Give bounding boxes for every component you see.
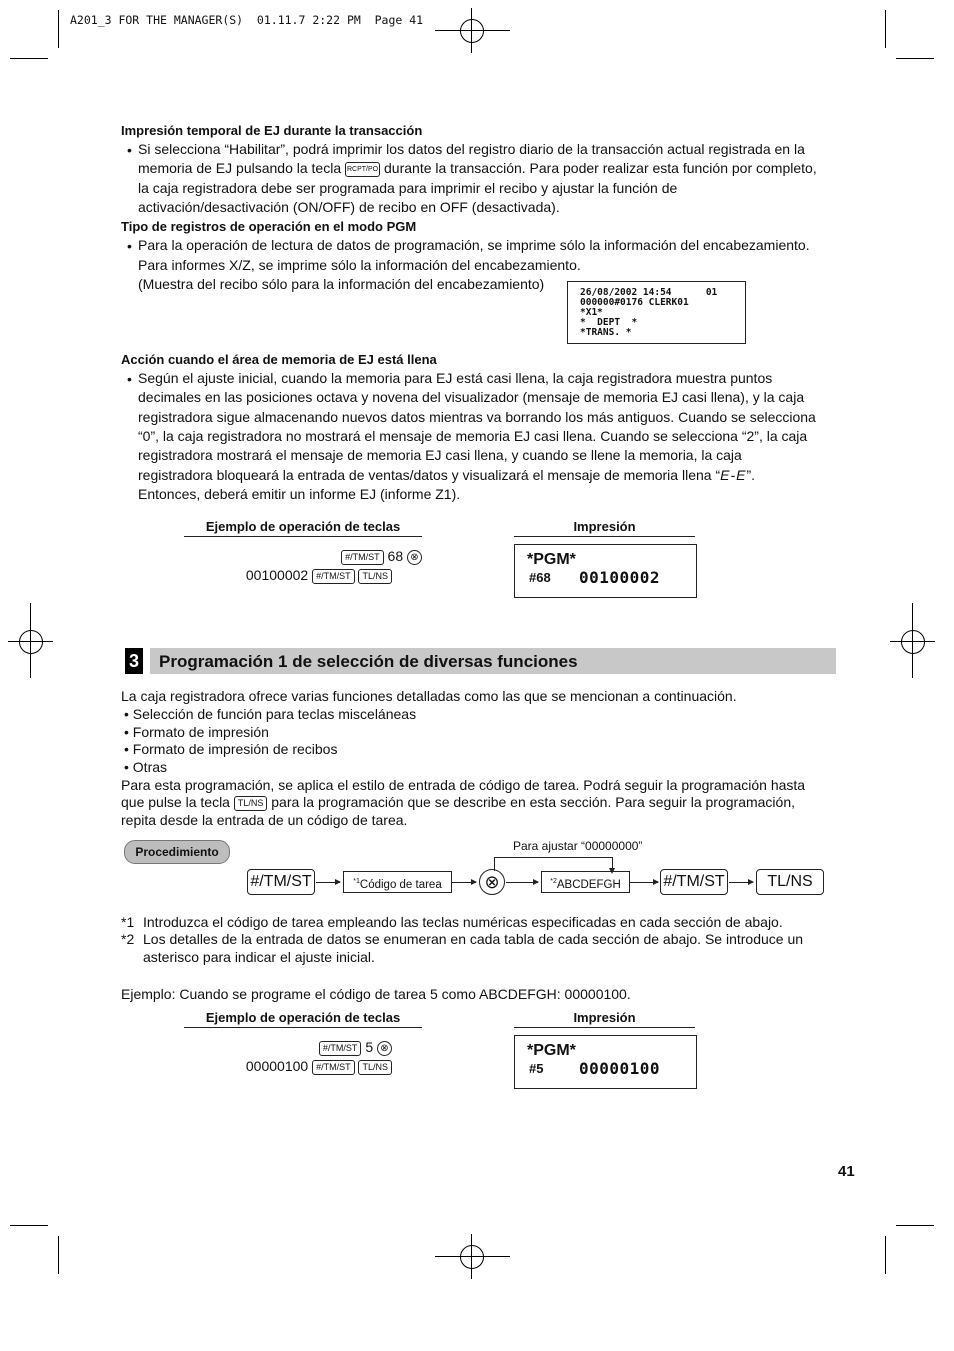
subsection-title: Tipo de registros de operación en el modo PGM	[121, 219, 417, 234]
tm-st-key-icon: #/TM/ST	[660, 869, 728, 895]
paragraph-line	[138, 159, 848, 179]
rcpt-po-key-icon: RCPT/PO	[345, 162, 380, 177]
box-label: Código de tarea	[359, 878, 442, 891]
print-example-label: Impresión	[514, 519, 695, 537]
registration-line	[30, 603, 31, 678]
key-sequence-row	[246, 567, 392, 584]
crop-mark	[896, 58, 934, 59]
list-item	[124, 759, 167, 775]
tm-st-key-icon: #/TM/ST	[312, 569, 355, 584]
paragraph-line: La caja registradora ofrece varias funciones detalladas como las que se mencionan a continuación.	[121, 688, 737, 704]
list-item	[124, 724, 269, 740]
entry-number: 00100002	[245, 567, 309, 583]
paragraph-line: Entonces, deberá emitir un informe EJ (informe Z1).	[138, 486, 461, 502]
section-title: Programación 1 de selección de diversas funciones	[159, 652, 578, 671]
paragraph-line: decimales en las posiciones octava y novena del visualizador (mensaje de memoria EJ casi llena), y la caja	[138, 389, 805, 405]
keys-example-label: Ejemplo de operación de teclas	[184, 519, 422, 537]
tm-st-key-icon: #/TM/ST	[319, 1041, 362, 1056]
tl-ns-key-icon: TL/NS	[358, 1060, 392, 1075]
crop-mark	[885, 10, 886, 48]
text-span: registradora bloqueará la entrada de ventas/datos y visualizará el mensaje de memoria llena “	[138, 467, 721, 483]
registration-mark	[19, 630, 43, 654]
procedure-badge: Procedimiento	[124, 840, 230, 864]
print-receipt	[514, 1035, 697, 1089]
registration-line	[435, 1256, 510, 1257]
tl-ns-key-icon: TL/NS	[234, 796, 268, 811]
program-value: 00000100	[579, 1059, 661, 1078]
crop-mark	[885, 1236, 886, 1274]
footnote-text: asterisco para indicar el ajuste inicial.	[143, 949, 375, 965]
text-span: ”.	[746, 467, 756, 483]
bullet: •	[124, 706, 129, 722]
registration-line	[435, 30, 510, 31]
multiply-key-icon: ⊗	[407, 550, 422, 565]
subsection-title: Impresión temporal de EJ durante la transacción	[121, 123, 423, 138]
list-item	[124, 741, 337, 757]
keys-example-label: Ejemplo de operación de teclas	[184, 1010, 422, 1028]
print-receipt	[514, 544, 697, 598]
multiply-key-icon: ⊗	[479, 869, 505, 895]
paragraph-line: Para la operación de lectura de datos de programación, se imprime sólo la información del encabezamiento.	[138, 237, 810, 253]
paragraph-line: registradora sigue almacenando nuevos datos mientras va borrando los más antiguos. Cuando se selecciona	[138, 409, 816, 425]
entry-number: 5	[365, 1039, 374, 1055]
bullet: •	[124, 759, 129, 775]
crop-mark	[58, 1236, 59, 1274]
tm-st-key-icon: #/TM/ST	[247, 869, 315, 895]
list-item-text: Formato de impresión de recibos	[132, 741, 338, 757]
job-code: #68	[529, 570, 551, 585]
receipt-line: 26/08/2002 14:54 01	[580, 287, 718, 298]
arrow-right-icon	[506, 882, 538, 883]
text-span: memoria de EJ pulsando la tecla	[138, 160, 342, 176]
subsection-title: Acción cuando el área de memoria de EJ está llena	[121, 352, 437, 367]
footnote-mark: *2	[121, 931, 135, 947]
key-sequence-row	[319, 1039, 392, 1056]
bullet: •	[127, 371, 132, 387]
paragraph-line: Según el ajuste inicial, cuando la memoria para EJ está casi llena, la caja registradora muestra puntos	[138, 370, 773, 386]
tm-st-key-icon: #/TM/ST	[312, 1060, 355, 1075]
list-item	[124, 706, 416, 722]
loop-line	[494, 857, 613, 858]
key-sequence-row	[341, 548, 422, 565]
paragraph-line: (Muestra del recibo sólo para la información del encabezamiento)	[138, 276, 545, 292]
registration-line	[912, 603, 913, 678]
receipt-line: * DEPT *	[580, 317, 638, 328]
bullet: •	[127, 238, 132, 254]
receipt-line: *TRANS. *	[580, 327, 632, 338]
crop-mark	[896, 1225, 934, 1226]
tl-ns-key-icon: TL/NS	[358, 569, 392, 584]
bullet: •	[124, 724, 129, 740]
registration-mark	[460, 1245, 484, 1269]
tl-ns-key-icon: TL/NS	[756, 869, 824, 895]
section-number: 3	[125, 648, 143, 674]
page-number: 41	[838, 1163, 855, 1180]
paragraph-line: repita desde la entrada de un código de tarea.	[121, 812, 408, 828]
paragraph-line: la caja registradora debe ser programada para imprimir el recibo y ajustar la función de	[138, 180, 678, 196]
paragraph-line: activación/desactivación (ON/OFF) de recibo en OFF (desactivada).	[138, 199, 560, 215]
receipt-line: *X1*	[580, 307, 603, 318]
section-heading-bar	[150, 648, 836, 674]
entry-number: 00000100	[245, 1058, 309, 1074]
footnote-text: Introduzca el código de tarea empleando las teclas numéricas especificadas en cada sección de abajo.	[143, 914, 783, 930]
registration-mark	[901, 630, 925, 654]
footnote-text: Los detalles de la entrada de datos se enumeran en cada tabla de cada sección de abajo. Se introduce un	[143, 931, 804, 947]
crop-mark	[58, 10, 59, 48]
crop-mark	[10, 1225, 48, 1226]
print-slug: A201_3 FOR THE MANAGER(S) 01.11.7 2:22 PM Page 41	[70, 13, 424, 27]
header-receipt-sample	[567, 281, 746, 344]
loop-note: Para ajustar “00000000”	[513, 839, 643, 853]
text-span: que pulse la tecla	[121, 794, 230, 810]
text-span: durante la transacción. Para poder realizar esta función por completo,	[384, 160, 817, 176]
receipt-line: 000000#0176 CLERK01	[580, 297, 689, 308]
tm-st-key-icon: #/TM/ST	[341, 550, 384, 565]
bullet: •	[124, 741, 129, 757]
registration-line	[471, 1234, 472, 1279]
paragraph-line: “0”, la caja registradora no mostrará el mensaje de memoria EJ casi llena. Cuando se selecciona “2”, la caja	[138, 428, 808, 444]
footnote-ref: *1	[353, 878, 360, 885]
pgm-label: *PGM*	[527, 551, 576, 568]
list-item-text: Selección de función para teclas misceláneas	[132, 706, 417, 722]
memory-full-symbol: E-E	[720, 467, 747, 483]
arrow-right-icon	[729, 882, 753, 883]
arrow-right-icon	[316, 882, 340, 883]
footnote-mark: *1	[121, 914, 135, 930]
footnote-ref: *2	[550, 878, 557, 885]
arrow-right-icon	[630, 882, 658, 883]
list-item-text: Otras	[132, 759, 168, 775]
multiply-key-icon: ⊗	[377, 1041, 392, 1056]
paragraph-line	[138, 466, 848, 486]
print-example-label: Impresión	[514, 1010, 695, 1028]
paragraph-line: Para informes X/Z, se imprime sólo la información del encabezamiento.	[138, 257, 581, 273]
data-entry-box	[541, 871, 630, 893]
paragraph-line: Si selecciona “Habilitar”, podrá imprimir los datos del registro diario de la transacción actual registrada en la	[138, 141, 805, 157]
paragraph-line: Para esta programación, se aplica el estilo de entrada de código de tarea. Podrá seguir la programación hasta	[121, 777, 806, 793]
arrow-right-icon	[452, 882, 476, 883]
bullet: •	[127, 142, 132, 158]
paragraph-line	[121, 794, 795, 811]
program-value: 00100002	[579, 568, 661, 587]
crop-mark	[10, 58, 48, 59]
job-code-box	[343, 871, 452, 893]
paragraph-line: registradora mostrará el mensaje de memoria EJ casi llena, y cuando se llene la memoria, la caja	[138, 447, 742, 463]
box-label: ABCDEFGH	[556, 878, 621, 891]
list-item-text: Formato de impresión	[132, 724, 269, 740]
example-intro: Ejemplo: Cuando se programe el código de tarea 5 como ABCDEFGH: 00000100.	[121, 986, 631, 1002]
registration-line	[471, 8, 472, 53]
entry-number: 68	[387, 548, 404, 564]
pgm-label: *PGM*	[527, 1042, 576, 1059]
key-sequence-row	[246, 1058, 392, 1075]
job-code: #5	[529, 1061, 544, 1076]
registration-mark	[460, 19, 484, 43]
text-span: para la programación que se describe en esta sección. Para seguir la programación,	[271, 794, 796, 810]
